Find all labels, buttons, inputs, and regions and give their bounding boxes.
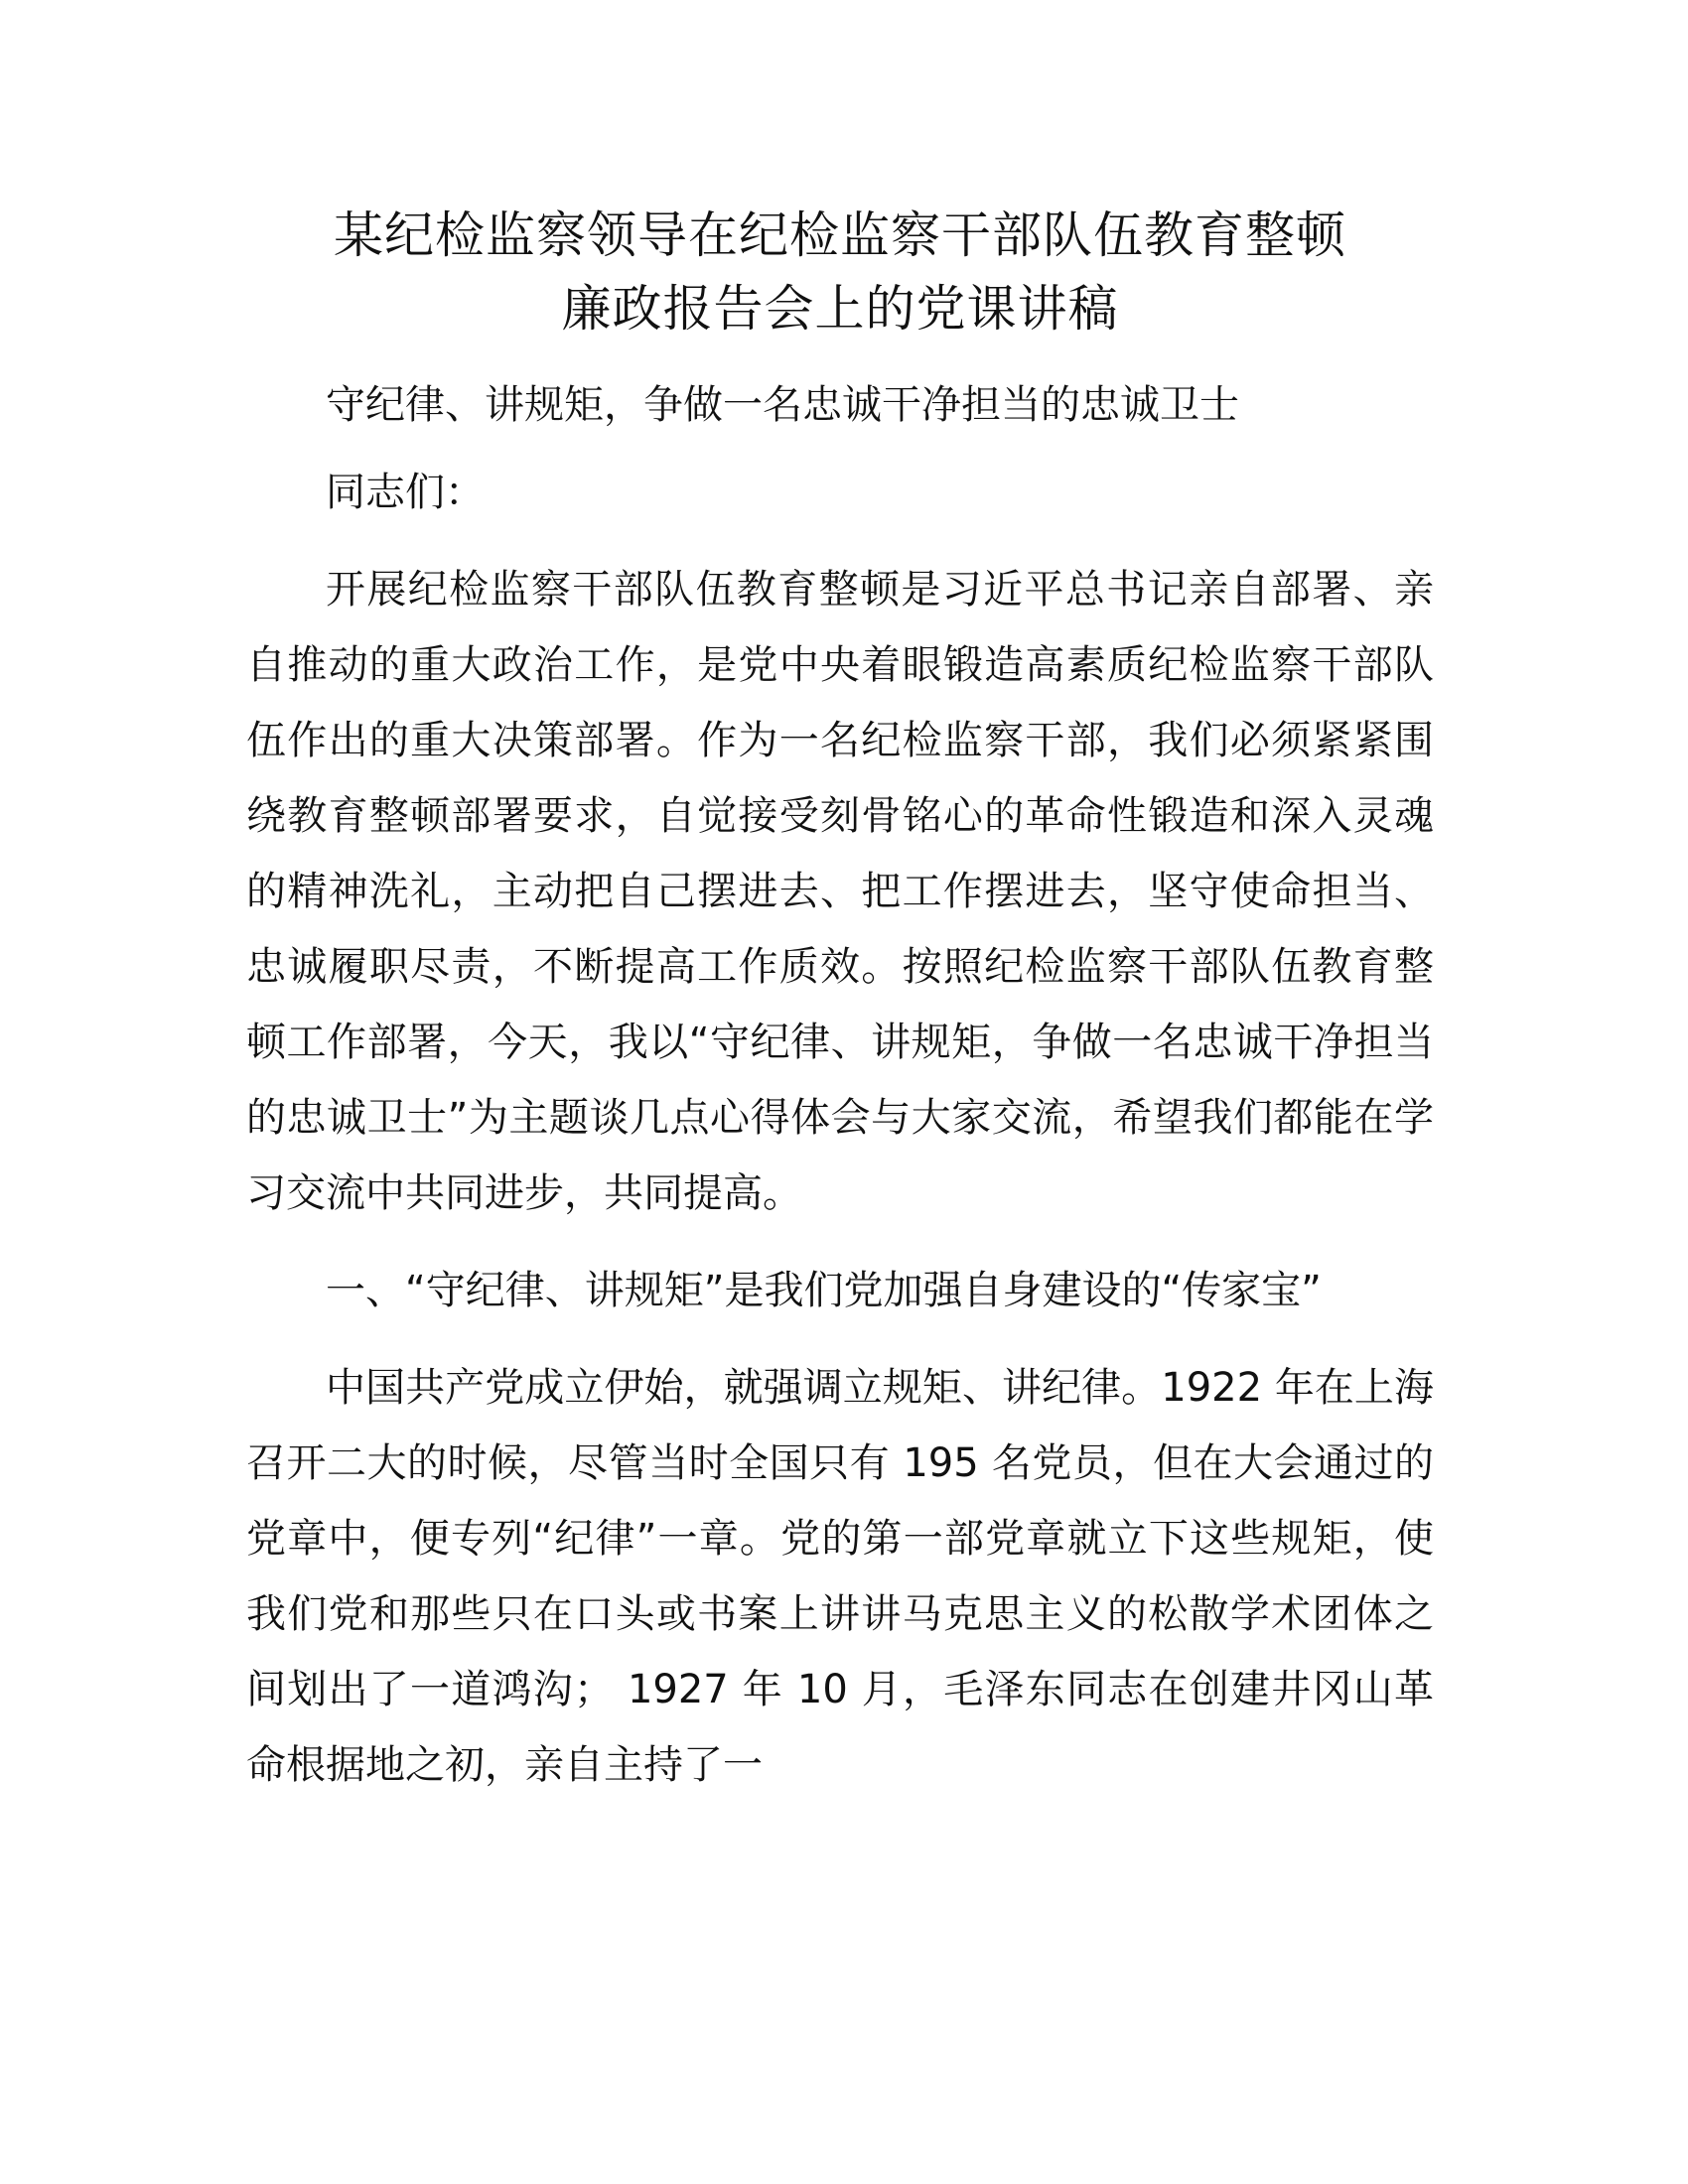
title-line-2: 廉政报告会上的党课讲稿 bbox=[561, 280, 1119, 338]
speech-subtitle: 守纪律、讲规矩，争做一名忠诚干净担当的忠诚卫士 bbox=[326, 382, 1239, 428]
greeting: 同志们： bbox=[326, 470, 485, 515]
section-1-paragraph: 中国共产党成立伊始，就强调立规矩、讲纪律。1922 年在上海召开二大的时候，尽管当时全国只有 195 名党员，但在大会通过的党章中，便专列“纪律”一章。党的第一部党章就立下这些规矩，使我们党和那些只在口头或书案上讲讲马克思主义的松散学术团体之间划出了一道鸿沟； 1927 年 10 月，毛泽东同志在创建井冈山革命根据地之初，亲自主持了一 bbox=[246, 1365, 1434, 1788]
intro-paragraph: 开展纪检监察干部队伍教育整顿是习近平总书记亲自部署、亲自推动的重大政治工作，是党中央着眼锻造高素质纪检监察干部队伍作出的重大决策部署。作为一名纪检监察干部，我们必须紧紧围绕教育整顿部署要求，自觉接受刻骨铭心的革命性锻造和深入灵魂的精神洗礼，主动把自己摆进去、把工作摆进去，坚守使命担当、忠诚履职尽责，不断提高工作质效。按照纪检监察干部队伍教育整顿工作部署，今天，我以“守纪律、讲规矩，争做一名忠诚干净担当的忠诚卫士”为主题谈几点心得体会与大家交流，希望我们都能在学习交流中共同进步，共同提高。 bbox=[246, 567, 1434, 1216]
title-line-1: 某纪检监察领导在纪检监察干部队伍教育整顿 bbox=[334, 206, 1346, 264]
document-title bbox=[246, 199, 1434, 345]
section-1-heading: 一、“守纪律、讲规矩”是我们党加强自身建设的“传家宝” bbox=[326, 1268, 1322, 1313]
document-page bbox=[246, 199, 1434, 1803]
